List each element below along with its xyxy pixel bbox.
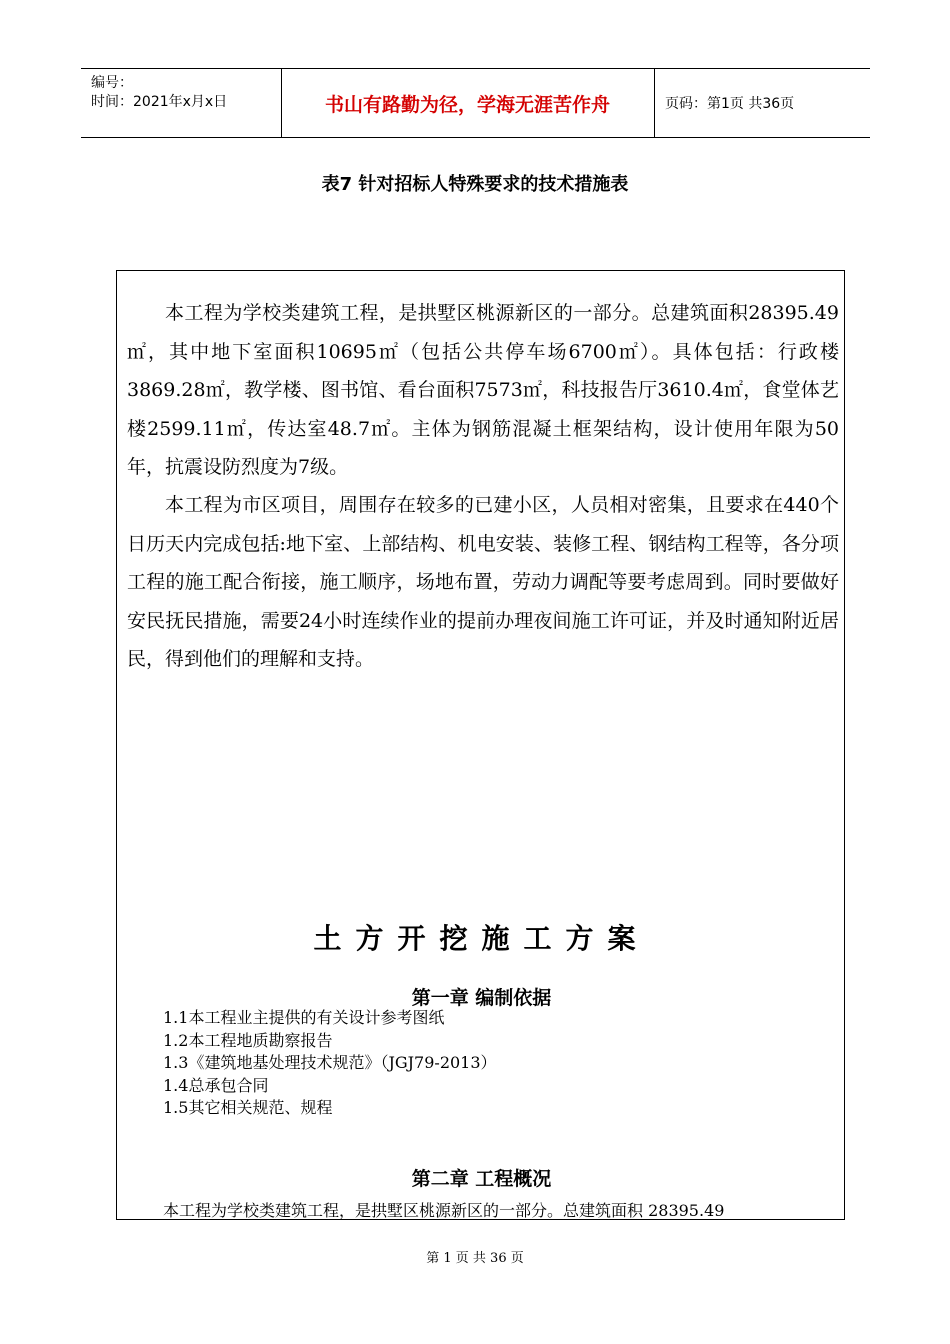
paragraph-requirements: 本工程为市区项目，周围存在较多的已建小区，人员相对密集，且要求在440个日历天内完成包括:地下室、上部结构、机电安装、装修工程、钢结构工程等，各分项工程的施工配合衔接，施工顺序，场地布置，劳动力调配等要考虑周到。同时要做好安民抚民措施，需要24小时连续作业的提前办理夜间施工许可证，并及时通知附近居民，得到他们的理解和支持。	[127, 494, 839, 670]
list-item: 1.5其它相关规范、规程	[163, 1098, 333, 1117]
content-box	[116, 270, 845, 1220]
chapter-1-heading: 第一章 编制依据	[411, 987, 552, 1009]
date-label: 时间：2021年x月x日	[91, 94, 228, 110]
plan-title: 土方开挖施工方案	[313, 922, 650, 955]
list-item: 1.2本工程地质勘察报告	[163, 1030, 333, 1050]
table-title: 表7 针对招标人特殊要求的技术措施表	[321, 174, 629, 195]
document-header	[81, 68, 870, 138]
header-page-cell	[655, 69, 870, 137]
list-item: 1.1本工程业主提供的有关设计参考图纸	[163, 1008, 445, 1027]
page-info: 页码：第1页 共36页	[665, 96, 795, 112]
list-item: 1.3《建筑地基处理技术规范》（JGJ79-2013）	[163, 1053, 497, 1072]
chapter-2-first-line: 本工程为学校类建筑工程，是拱墅区桃源新区的一部分。总建筑面积 28395.49	[163, 1201, 725, 1220]
header-motto-cell	[281, 69, 655, 137]
list-item: 1.4总承包合同	[163, 1075, 269, 1095]
paragraph-overview: 本工程为学校类建筑工程，是拱墅区桃源新区的一部分。总建筑面积28395.49㎡，其中地下室面积10695㎡（包括公共停车场6700㎡）。具体包括：行政楼3869.28㎡，教学楼、图书馆、看台面积7573㎡，科技报告厅3610.4㎡，食堂体艺楼2599.11㎡，传达室48.7㎡。主体为钢筋混凝土框架结构，设计使用年限为50年，抗震设防烈度为7级。	[127, 302, 839, 478]
number-label: 编号：	[91, 75, 133, 91]
page-footer: 第 1 页 共 36 页	[426, 1251, 524, 1266]
chapter-2-heading: 第二章 工程概况	[411, 1168, 552, 1190]
reference-list	[163, 1007, 497, 1120]
motto-text: 书山有路勤为径，学海无涯苦作舟	[324, 93, 610, 116]
header-meta-cell	[81, 69, 282, 137]
